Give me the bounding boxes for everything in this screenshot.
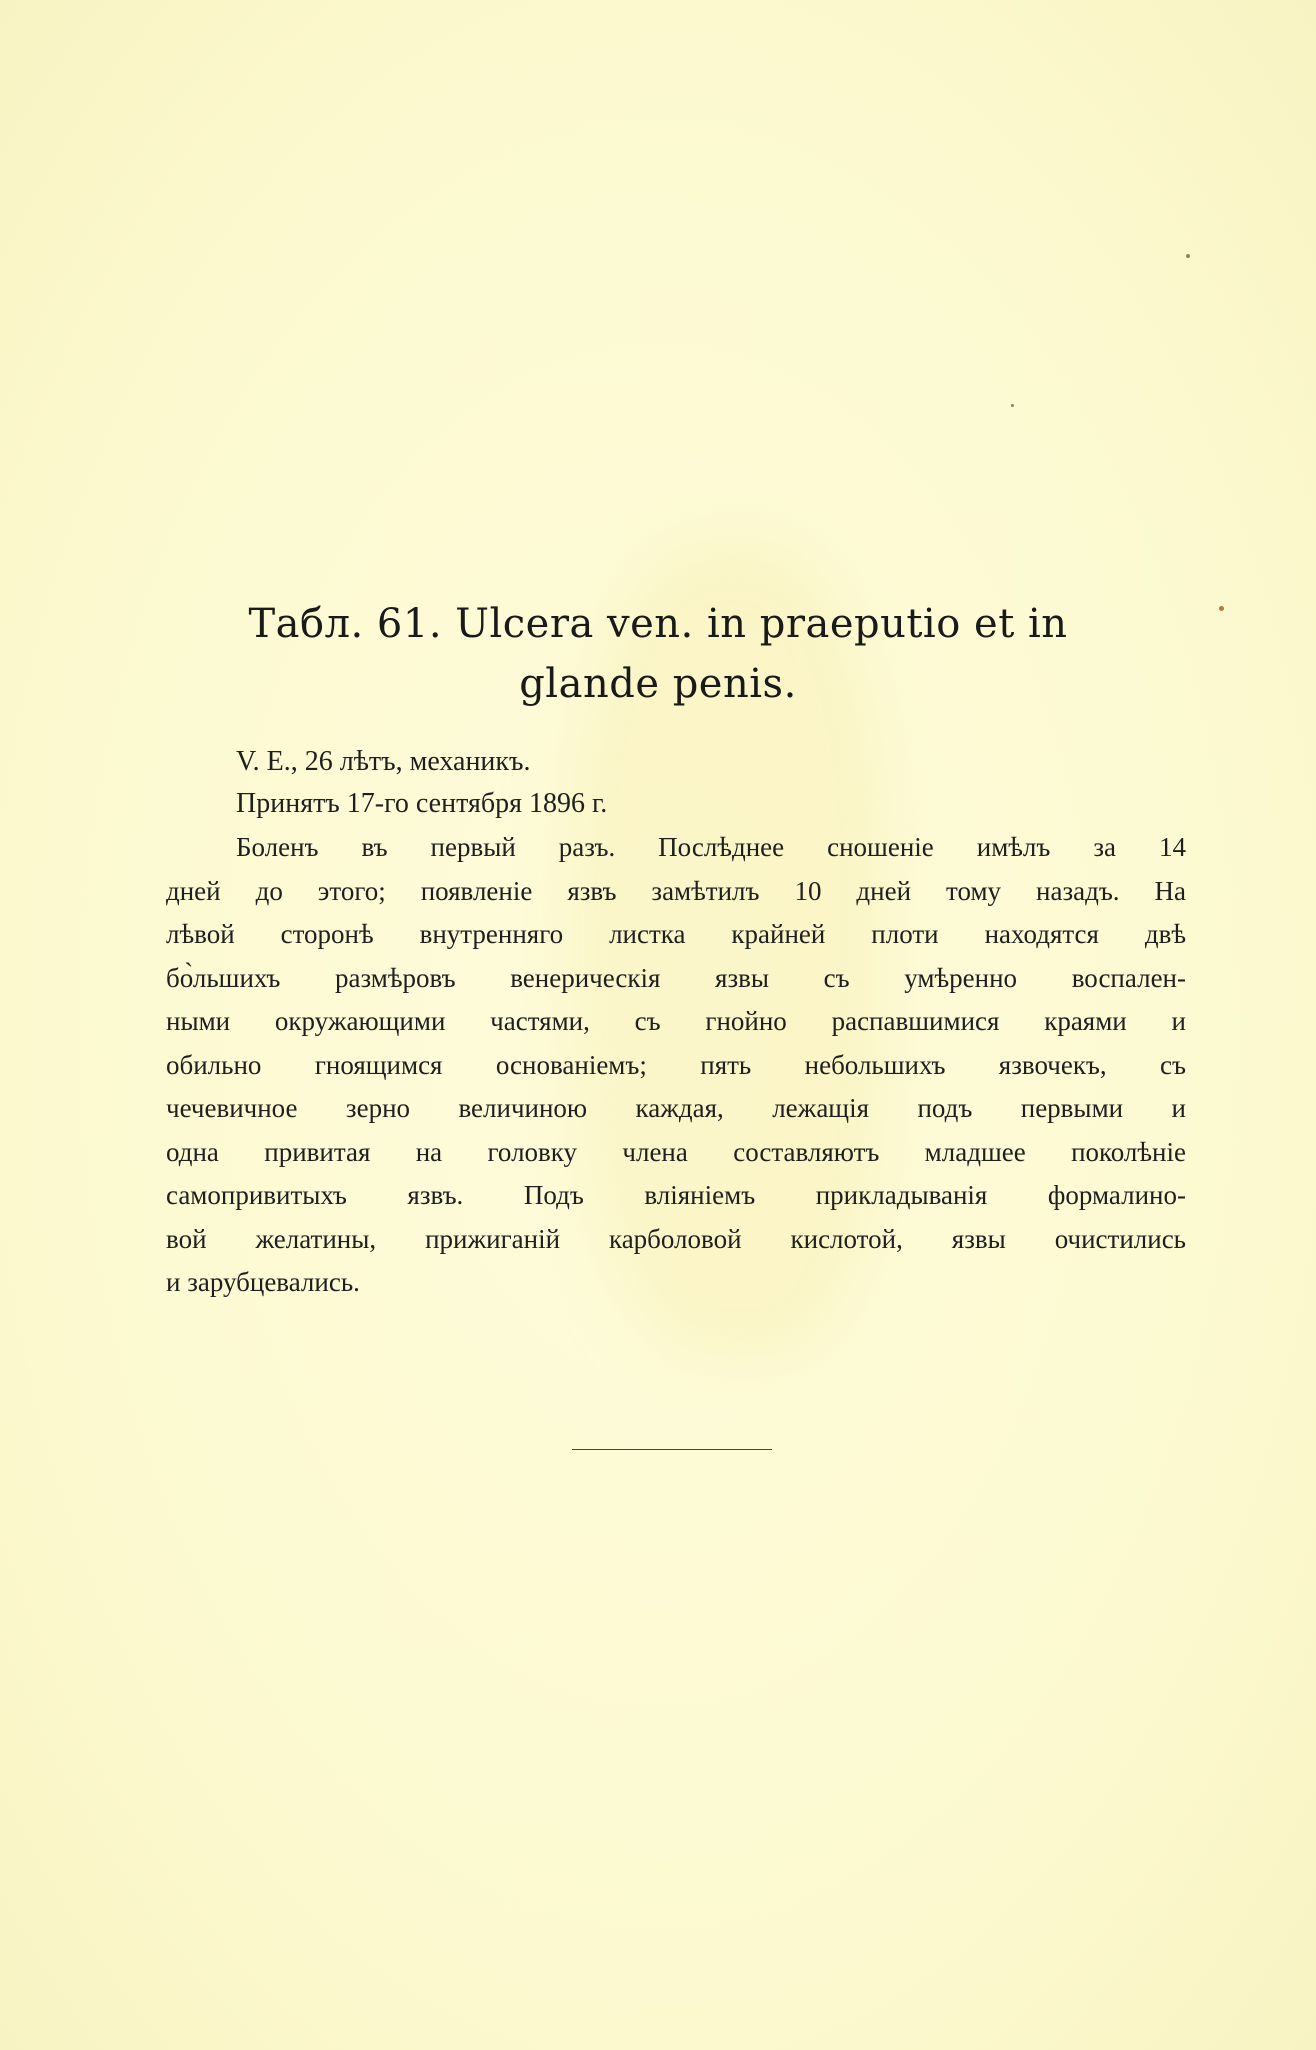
section-divider <box>572 1449 772 1450</box>
description-line: самопривитыхъ язвъ. Подъ вліяніемъ прикладыванія формалино- <box>166 1180 1186 1210</box>
paper-speck <box>1011 404 1014 407</box>
admission-date: Принятъ 17-го сентября 1896 г. <box>236 788 608 819</box>
description-line: обильно гноящимся основаніемъ; пять небольшихъ язвочекъ, съ <box>166 1049 1186 1080</box>
case-description <box>166 826 1186 1305</box>
patient-info: V. E., 26 лѣтъ, механикъ. <box>236 746 531 777</box>
plate-title-line-2: glande penis. <box>519 661 797 707</box>
description-line: ными окружающими частями, съ гнойно распавшимися краями и <box>166 1006 1186 1036</box>
description-line: одна привитая на головку члена составляютъ младшее поколѣніе <box>166 1136 1186 1167</box>
description-line: и зарубцевались. <box>166 1267 360 1297</box>
description-line: дней до этого; появленіе язвъ замѣтилъ 10 дней тому назадъ. На <box>166 875 1186 906</box>
description-line: Боленъ въ первый разъ. Послѣднее сношеніе имѣлъ за 14 <box>236 832 1186 862</box>
description-line: вой желатины, прижиганій карболовой кислотой, язвы очистились <box>166 1223 1186 1254</box>
description-line: чечевичное зерно величиною каждая, лежащія подъ первыми и <box>166 1093 1186 1123</box>
plate-title-line-1: Табл. 61. Ulcera ven. in praeputio et in <box>248 601 1068 647</box>
description-line: бо̀льшихъ размѣровъ венерическія язвы съ умѣренно воспален- <box>166 962 1186 993</box>
paper-speck <box>1186 254 1190 258</box>
description-line: лѣвой сторонѣ внутренняго листка крайней плоти находятся двѣ <box>166 919 1186 949</box>
plate-title <box>120 594 1196 714</box>
paper-speck <box>1219 606 1224 611</box>
